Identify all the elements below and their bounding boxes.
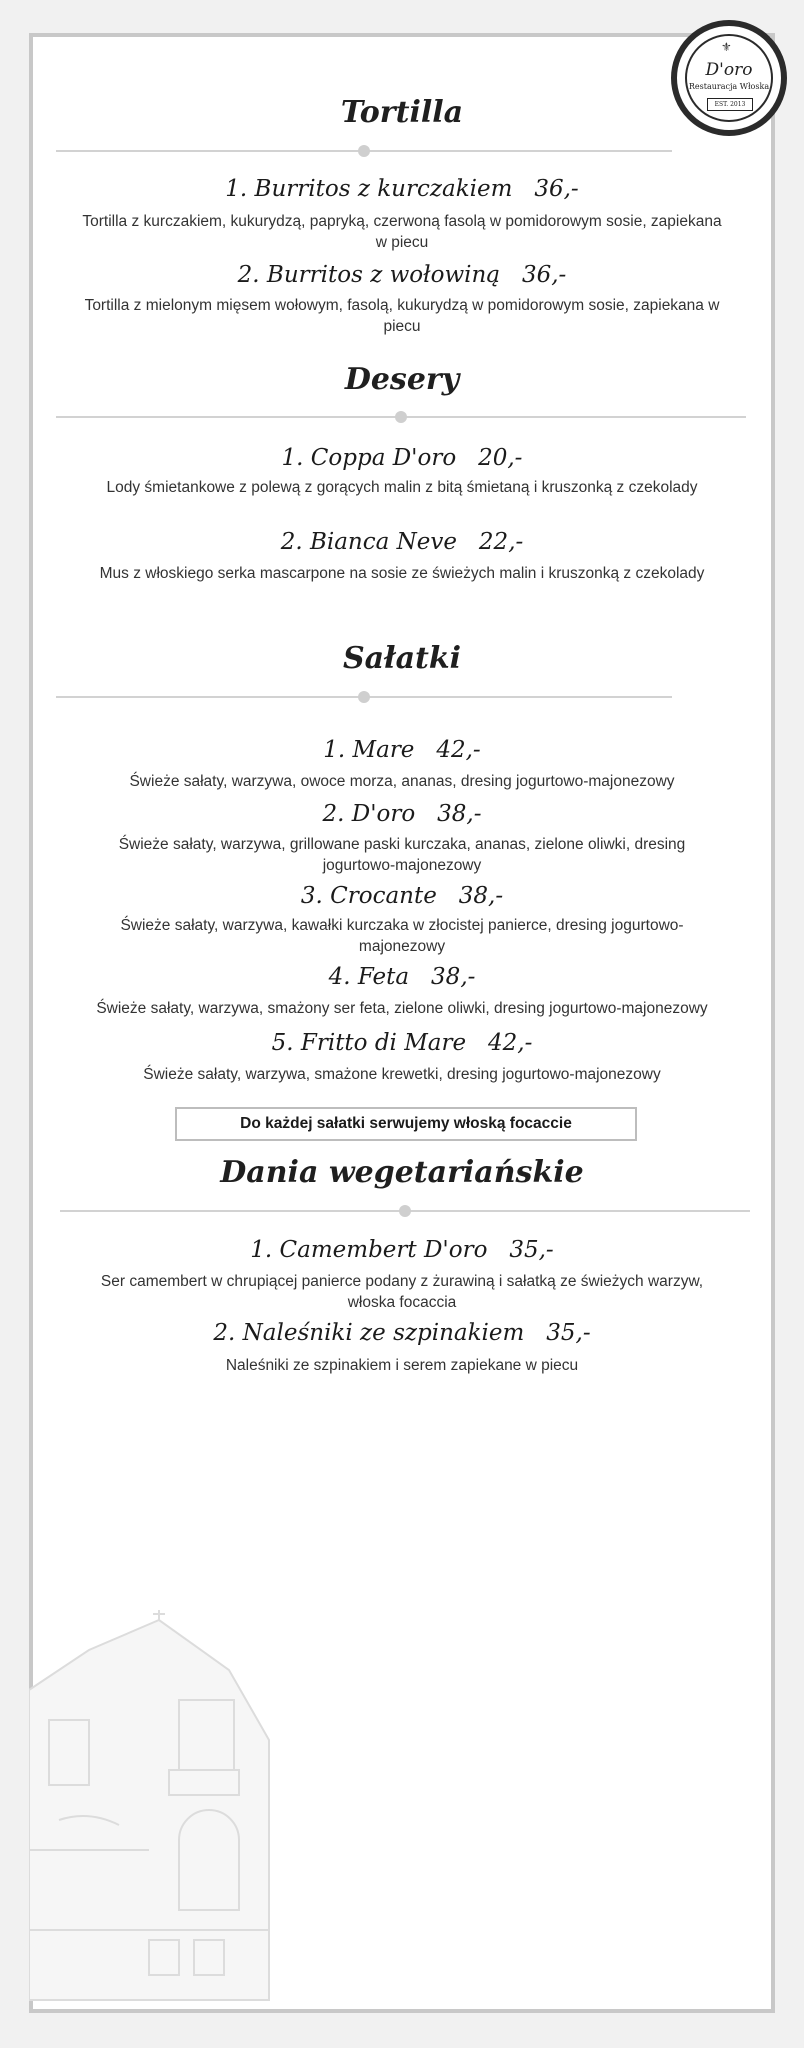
menu-item-name: 2. Bianca Neve 22,- xyxy=(280,529,524,555)
menu-item-description: Świeże sałaty, warzywa, owoce morza, ananas, dresing jogurtowo-majonezowy xyxy=(129,773,675,790)
menu-item-description: Świeże sałaty, warzywa, kawałki kurczaka w złocistej panierce, dresing jogurtowo-majonezowy xyxy=(120,917,684,955)
logo-est: EST. 2013 xyxy=(707,98,753,111)
divider-dot xyxy=(358,145,370,157)
menu-item-name: 1. Mare 42,- xyxy=(323,737,481,763)
menu-item-name: 1. Coppa D'oro 20,- xyxy=(281,445,523,471)
divider-dot xyxy=(395,411,407,423)
menu-item-name: 2. Naleśniki ze szpinakiem 35,- xyxy=(213,1320,591,1346)
menu-item-name: 4. Feta 38,- xyxy=(328,964,476,990)
section-divider xyxy=(60,1210,750,1212)
crest-icon: ⚜ xyxy=(721,40,732,54)
divider-dot xyxy=(358,691,370,703)
logo-subtitle: Restauracja Włoska xyxy=(688,82,770,91)
menu-item-name: 5. Fritto di Mare 42,- xyxy=(271,1030,533,1056)
section-divider xyxy=(56,696,672,698)
logo-name: D'oro xyxy=(705,60,753,80)
menu-item-description: Świeże sałaty, warzywa, smażony ser feta, zielone oliwki, dresing jogurtowo-majonezowy xyxy=(96,1000,708,1017)
menu-item-description: Tortilla z mielonym mięsem wołowym, fasolą, kukurydzą w pomidorowym sosie, zapiekana w piecu xyxy=(84,297,720,335)
menu-item-description: Świeże sałaty, warzywa, grillowane paski kurczaka, ananas, zielone oliwki, dresing jogurtowo-majonezowy xyxy=(118,836,686,874)
menu-item-description: Naleśniki ze szpinakiem i serem zapiekane w piecu xyxy=(225,1357,579,1374)
menu-item-description: Tortilla z kurczakiem, kukurydzą, papryką, czerwoną fasolą w pomidorowym sosie, zapiekana w piecu xyxy=(82,213,722,251)
section-title-salatki: Sałatki xyxy=(342,641,462,676)
menu-item-description: Lody śmietankowe z polewą z gorących malin z bitą śmietaną i kruszonką z czekolady xyxy=(106,479,698,496)
restaurant-building-illustration xyxy=(29,1610,289,2010)
section-divider xyxy=(56,416,746,418)
menu-item-name: 2. Burritos z wołowiną 36,- xyxy=(237,262,567,288)
section-title-tortilla: Tortilla xyxy=(340,95,464,130)
menu-item-name: 2. D'oro 38,- xyxy=(322,801,482,827)
menu-item-description: Świeże sałaty, warzywa, smażone krewetki, dresing jogurtowo-majonezowy xyxy=(143,1066,661,1083)
menu-item-name: 1. Burritos z kurczakiem 36,- xyxy=(225,176,579,202)
focaccia-notice-box: Do każdej sałatki serwujemy włoską focaccie xyxy=(175,1107,637,1141)
menu-item-description: Mus z włoskiego serka mascarpone na sosie ze świeżych malin i kruszonką z czekolady xyxy=(99,565,705,582)
menu-item-description: Ser camembert w chrupiącej panierce podany z żurawiną i sałatką ze świeżych warzyw, włoska focaccia xyxy=(100,1273,704,1311)
menu-item-name: 1. Camembert D'oro 35,- xyxy=(250,1237,554,1263)
menu-item-name: 3. Crocante 38,- xyxy=(300,883,504,909)
section-divider xyxy=(56,150,672,152)
divider-dot xyxy=(399,1205,411,1217)
section-title-wege: Dania wegetariańskie xyxy=(220,1155,584,1190)
section-title-desery: Desery xyxy=(344,362,460,397)
